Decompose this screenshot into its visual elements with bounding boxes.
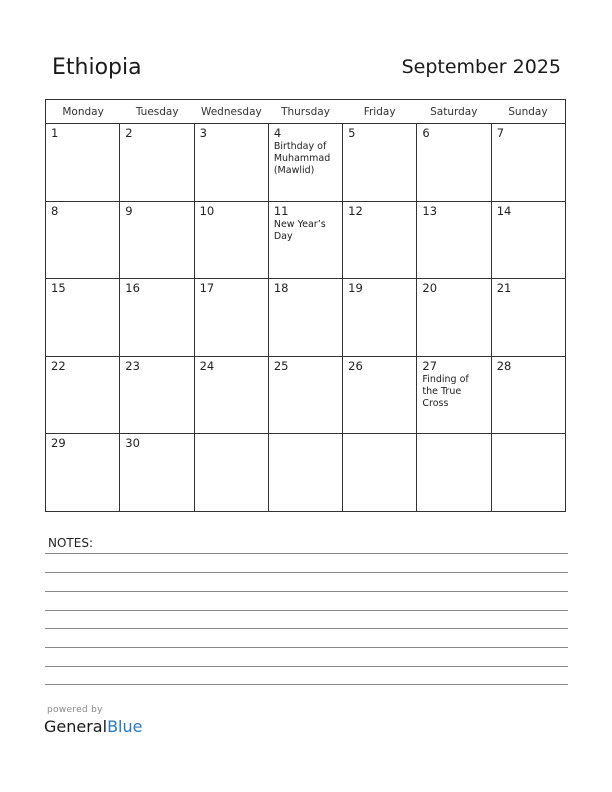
weekday-header-row (46, 100, 565, 124)
day-number: 29 (51, 436, 66, 450)
notes-line (45, 553, 568, 554)
day-number: 1 (51, 126, 59, 140)
day-cell (120, 357, 194, 434)
day-number: 23 (125, 358, 140, 373)
day-number: 8 (51, 203, 59, 218)
day-cell (343, 124, 417, 201)
day-cell (269, 357, 343, 434)
brand-general: General (44, 717, 108, 736)
notes-line (45, 647, 568, 648)
week-row (46, 434, 565, 512)
day-cell (269, 279, 343, 356)
day-cell (492, 357, 565, 434)
day-number: 27 (422, 358, 438, 373)
day-cell (46, 202, 120, 279)
holiday-label: New Year’s Day (273, 218, 326, 242)
day-number: 13 (422, 203, 438, 218)
weekday-tuesday: Tuesday (135, 106, 179, 118)
day-cell (343, 357, 417, 434)
day-number: 9 (125, 203, 133, 218)
weekday-saturday: Saturday (430, 106, 478, 118)
day-cell (46, 434, 120, 512)
day-cell (46, 357, 120, 434)
day-number: 17 (199, 281, 215, 295)
notes-line (45, 610, 568, 611)
powered-by-text: powered by (47, 705, 103, 715)
day-number: 16 (125, 281, 140, 295)
day-cell (120, 434, 194, 512)
day-cell (269, 434, 343, 512)
day-cell (195, 357, 269, 434)
day-cell (417, 434, 491, 512)
weekday-monday: Monday (62, 106, 104, 118)
day-number: 15 (51, 281, 66, 295)
day-cell (269, 124, 343, 201)
day-number: 2 (125, 126, 133, 140)
day-cell (492, 124, 565, 201)
week-row (46, 202, 565, 280)
day-number: 4 (273, 126, 282, 140)
day-cell (195, 279, 269, 356)
holiday-label: Finding of the True Cross (422, 373, 469, 409)
day-number: 10 (199, 203, 215, 218)
weekday-friday: Friday (363, 106, 396, 118)
day-number: 6 (422, 126, 430, 140)
day-cell (120, 202, 194, 279)
week-row (46, 279, 565, 357)
notes-line (45, 684, 568, 685)
day-cell (492, 202, 565, 279)
day-cell (417, 279, 491, 356)
calendar-grid (45, 99, 566, 512)
weekday-thursday: Thursday (281, 106, 330, 118)
day-number: 19 (348, 281, 363, 295)
day-cell (417, 202, 491, 279)
day-cell (492, 434, 565, 512)
day-number: 14 (496, 203, 512, 218)
generalblue-logo (44, 717, 142, 736)
day-cell (195, 434, 269, 512)
brand-blue: Blue (107, 717, 143, 736)
day-cell (343, 202, 417, 279)
day-number: 3 (199, 126, 207, 140)
day-number: 11 (273, 203, 289, 218)
day-cell (120, 124, 194, 201)
day-number: 22 (51, 358, 66, 373)
day-cell (492, 279, 565, 356)
day-number: 25 (273, 358, 289, 373)
day-number: 24 (199, 358, 215, 373)
day-number: 18 (273, 281, 289, 295)
holiday-label: Birthday of Muhammad (Mawlid) (273, 141, 331, 176)
day-cell (195, 124, 269, 201)
week-row (46, 124, 565, 202)
weekday-sunday: Sunday (508, 106, 548, 118)
notes-label: NOTES: (48, 536, 93, 550)
notes-line (45, 591, 568, 592)
day-number: 5 (348, 126, 356, 140)
day-cell (120, 279, 194, 356)
day-number: 12 (348, 203, 363, 218)
weekday-wednesday: Wednesday (200, 106, 262, 118)
day-cell (195, 202, 269, 279)
day-cell (417, 357, 491, 434)
notes-line (45, 666, 568, 667)
day-number: 7 (496, 126, 505, 140)
day-cell (343, 434, 417, 512)
day-cell (417, 124, 491, 201)
day-cell (269, 202, 343, 279)
day-cell (46, 124, 120, 201)
day-number: 28 (496, 358, 512, 373)
day-number: 21 (496, 281, 512, 295)
month-title: September 2025 (401, 56, 561, 78)
notes-line (45, 572, 568, 573)
week-row (46, 357, 565, 435)
day-number: 30 (125, 436, 140, 450)
day-number: 26 (348, 358, 363, 373)
day-number: 20 (422, 281, 438, 295)
day-cell (343, 279, 417, 356)
notes-line (45, 628, 568, 629)
day-cell (46, 279, 120, 356)
country-title: Ethiopia (52, 55, 142, 80)
